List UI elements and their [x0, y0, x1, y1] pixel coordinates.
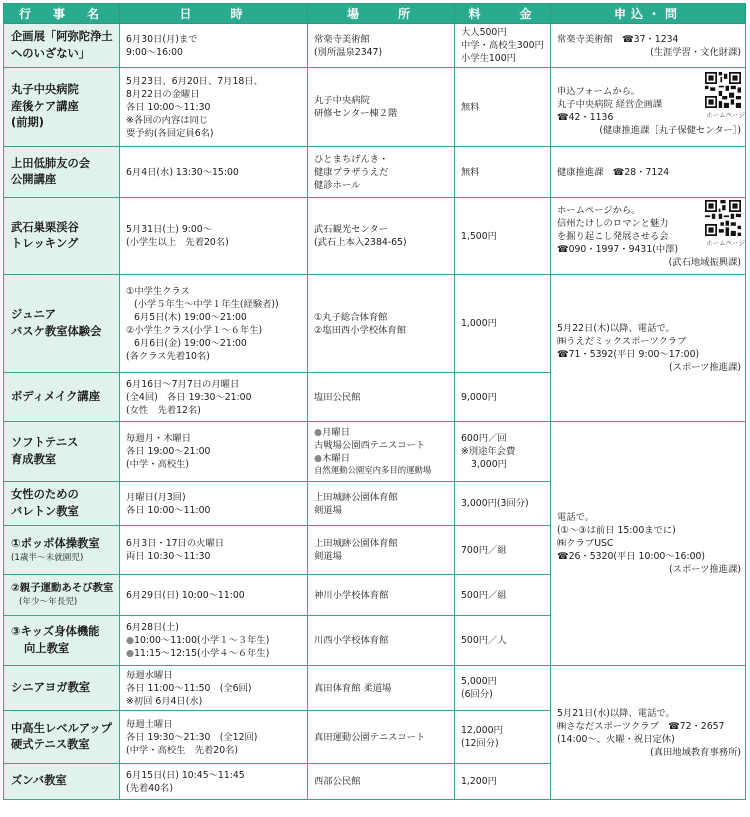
qr-code-icon[interactable]	[705, 200, 741, 236]
event-name: ジュニア バスケ教室体験会	[4, 275, 120, 373]
table-row	[4, 68, 746, 147]
event-fee: 1,500円	[455, 198, 551, 275]
event-table	[3, 3, 746, 800]
apply-info: 健康推進課 ☎28・7124	[551, 147, 746, 198]
table-row	[4, 147, 746, 198]
event-place: 真田体育館 柔道場	[308, 666, 455, 711]
event-fee: 500円／人	[455, 616, 551, 666]
event-fee: 9,000円	[455, 373, 551, 422]
event-datetime: 6月15日(日) 10:45～11:45 (先着40名)	[120, 764, 308, 800]
apply-info: ホームページ 申込フォームから。 丸子中央病院 経営企画課 ☎42・1136 (健康推進課［丸子保健センター］)	[551, 68, 746, 147]
qr-caption: ホームページ	[706, 111, 745, 120]
event-name: 女性のための バレトン教室	[4, 482, 120, 526]
header-fee: 料 金	[455, 4, 551, 24]
event-place: 川西小学校体育館	[308, 616, 455, 666]
table-row	[4, 198, 746, 275]
event-datetime: 月曜日(月3回) 各日 10:00～11:00	[120, 482, 308, 526]
event-datetime: 5月23日、6月20日、7月18日、 8月22日の金曜日 各日 10:00～11:30 ※各回の内容は同じ 要予約(各回定員6名)	[120, 68, 308, 147]
event-place: ひとまちげんき・ 健康プラザうえだ 健診ホール	[308, 147, 455, 198]
event-place: 西部公民館	[308, 764, 455, 800]
event-name: 中高生レベルアップ 硬式テニス教室	[4, 711, 120, 764]
event-fee: 無料	[455, 68, 551, 147]
event-datetime: 毎週月・木曜日 各日 19:00～21:00 (中学・高校生)	[120, 422, 308, 482]
table-row	[4, 24, 746, 68]
event-fee: 700円／組	[455, 526, 551, 575]
table-row	[4, 275, 746, 373]
event-place: 上田城跡公園体育館 剣道場	[308, 482, 455, 526]
qr-caption: ホームページ	[706, 239, 745, 248]
header-place: 場 所	[308, 4, 455, 24]
event-name: ソフトテニス 育成教室	[4, 422, 120, 482]
event-place: ①丸子総合体育館 ②塩田西小学校体育館	[308, 275, 455, 373]
event-fee: 5,000円 (6回分)	[455, 666, 551, 711]
apply-info: 5月21日(水)以降、電話で。 ㈱さなだスポーツクラブ ☎72・2657 (14:00～、火曜・祝日定休) (真田地域教育事務所)	[551, 666, 746, 800]
event-name: 企画展「阿弥陀浄土 へのいざない」	[4, 24, 120, 68]
header-event-name: 行 事 名	[4, 4, 120, 24]
apply-info: 5月22日(木)以降、電話で。 ㈱うえだミックスポーツクラブ ☎71・5392(平日 9:00～17:00) (スポーツ推進課)	[551, 275, 746, 422]
event-place: 常楽寺美術館 (別所温泉2347)	[308, 24, 455, 68]
apply-info: 電話で。 (①～③は前日 15:00までに) ㈱クラブUSC ☎26・5320(平日 10:00～16:00) (スポーツ推進課)	[551, 422, 746, 666]
event-name: シニアヨガ教室	[4, 666, 120, 711]
event-datetime: 6月3日・17日の火曜日 両日 10:30～11:30	[120, 526, 308, 575]
event-name: 上田低肺友の会 公開講座	[4, 147, 120, 198]
event-place: 真田運動公園テニスコート	[308, 711, 455, 764]
apply-info: ホームページ ホームページから。 信州たけしのロマンと魅力 を掘り起こし発展させる会 ☎090・1997・9431(中澤) (武石地域振興課)	[551, 198, 746, 275]
event-datetime: 6月29日(日) 10:00～11:00	[120, 575, 308, 616]
event-name: ズンバ教室	[4, 764, 120, 800]
event-fee: 12,000円 (12回分)	[455, 711, 551, 764]
header-datetime: 日 時	[120, 4, 308, 24]
table-header-row	[4, 4, 746, 24]
event-place: 上田城跡公園体育館 剣道場	[308, 526, 455, 575]
event-name: ボディメイク講座	[4, 373, 120, 422]
event-datetime: 毎週土曜日 各日 19:30～21:30 (全12回) (中学・高校生 先着20名)	[120, 711, 308, 764]
header-apply: 申込・問	[551, 4, 746, 24]
event-name: 武石巣栗渓谷 トレッキング	[4, 198, 120, 275]
event-table-wrapper	[3, 3, 746, 800]
table-row	[4, 422, 746, 482]
event-datetime: 6月30日(月)まで 9:00～16:00	[120, 24, 308, 68]
event-name: ②親子運動あそび教室 (年少～年長児)	[4, 575, 120, 616]
qr-code-icon[interactable]	[705, 72, 741, 108]
event-fee: 1,000円	[455, 275, 551, 373]
event-fee: 大人500円 中学・高校生300円 小学生100円	[455, 24, 551, 68]
event-name: ①ポッポ体操教室 (1歳半～未就園児)	[4, 526, 120, 575]
event-place: ●月曜日 古戦場公園西テニスコート ●木曜日 自然運動公園室内多目的運動場	[308, 422, 455, 482]
apply-info: 常楽寺美術館 ☎37・1234 (生涯学習・文化財課)	[551, 24, 746, 68]
bullet-icon: ●	[314, 427, 323, 439]
event-datetime: ①中学生クラス (小学５年生～中学１年生(経験者)) 6月5日(木) 19:00～21:00 ②小学生クラス(小学１～６年生) 6月6日(金) 19:00～21:00 (各クラス先着10名)	[120, 275, 308, 373]
event-datetime: 6月4日(水) 13:30～15:00	[120, 147, 308, 198]
event-name: 丸子中央病院 産後ケア講座 (前期)	[4, 68, 120, 147]
event-fee: 500円／組	[455, 575, 551, 616]
event-fee: 3,000円(3回分)	[455, 482, 551, 526]
event-datetime: 毎週水曜日 各日 11:00～11:50 (全6回) ※初回 6月4日(水)	[120, 666, 308, 711]
table-row	[4, 666, 746, 711]
event-place: 神川小学校体育館	[308, 575, 455, 616]
event-fee: 600円／回 ※別途年会費 3,000円	[455, 422, 551, 482]
event-datetime: 5月31日(土) 9:00～ (小学生以上 先着20名)	[120, 198, 308, 275]
event-fee: 無料	[455, 147, 551, 198]
event-place: 武石観光センター (武石上本入2384-65)	[308, 198, 455, 275]
event-fee: 1,200円	[455, 764, 551, 800]
event-name: ③キッズ身体機能 向上教室	[4, 616, 120, 666]
event-place: 丸子中央病院 研修センター棟２階	[308, 68, 455, 147]
event-place: 塩田公民館	[308, 373, 455, 422]
bullet-icon: ●	[126, 648, 135, 660]
event-datetime: 6月16日～7月7日の月曜日 (全4回) 各日 19:30～21:00 (女性 先着12名)	[120, 373, 308, 422]
bullet-icon: ●	[126, 635, 135, 647]
bullet-icon: ●	[314, 453, 323, 465]
event-datetime: 6月28日(土) ●10:00～11:00(小学１～３年生) ●11:15～12:15(小学４～６年生)	[120, 616, 308, 666]
